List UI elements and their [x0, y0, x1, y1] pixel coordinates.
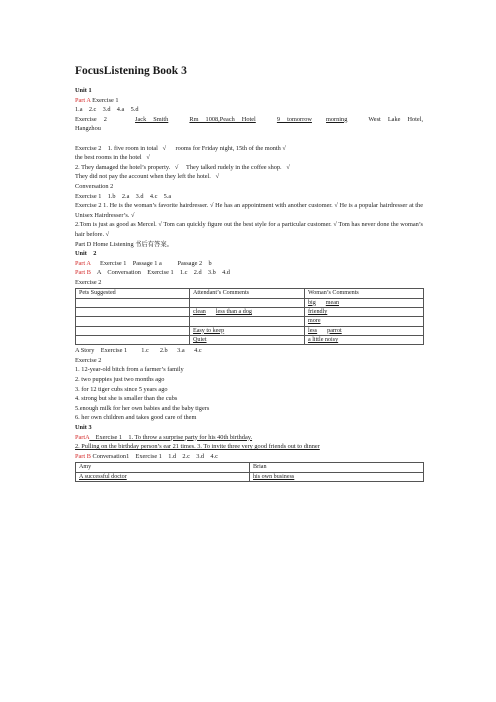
table-cell [305, 308, 424, 317]
table-header-cell: Pets Suggested [76, 289, 190, 298]
unit2-parta-label: Part A [75, 259, 91, 267]
table-header-cell: Attendant’s Comments [190, 289, 305, 298]
cell-text: Easy to keep [193, 327, 225, 334]
cell-text: a little noisy [308, 336, 339, 343]
pets-table [75, 288, 424, 345]
unit3-parta-line2: 2. Pulling on the birthday person’s ear 21 times. 3. To invite three very good friends out to dinner [75, 443, 320, 451]
table-row [76, 326, 424, 335]
unit1-conv2-ex2-b: 2.Tom is just as good as Mercel. √ Tom can quickly figure out the best style for a particular customer. √ Tom has never done the woman’s hair before. √ [75, 221, 423, 238]
cell-text: A successful doctor [79, 473, 127, 480]
list-item: 5.enough milk for her own babies and the baby tigers [75, 404, 210, 412]
table-cell [76, 472, 250, 481]
table-cell [305, 326, 424, 335]
unit2-parta-text: Exercise 1 Passage 1 a Passage 2 b [90, 259, 212, 267]
cell-text: his own business [253, 473, 295, 480]
unit1-partb-line [75, 134, 423, 144]
list-item: 3. for 12 tiger cubs since 5 years ago [75, 385, 168, 393]
table-header-row [76, 463, 424, 472]
table-header-cell: Woman’s Comments [305, 289, 424, 298]
unit3-partb-line [75, 452, 423, 462]
unit2-partb-line [75, 268, 423, 278]
unit1-conv2-ex2-a: Exercise 2 1. He is the woman’s favorite hairdresser. √ He has an appointment with another customer. √ He is a popular hairdresser at the Unisex Hairdresser’s. √ [75, 202, 423, 219]
unit1-conv2-heading: Conversation 2 [75, 182, 114, 190]
unit1-parta-label: Part A [75, 96, 91, 104]
table-cell [190, 317, 305, 326]
unit3-partb-text: Conversation1 Exercise 1 1.d 2.c 3.d 4.c [90, 452, 218, 460]
table-header-row [76, 289, 424, 298]
unit1-ex2-line [75, 115, 423, 125]
list-item: 6. her own children and takes good care of them [75, 414, 197, 422]
cell-text: friendly [308, 309, 328, 316]
table-cell [76, 326, 190, 335]
table-header-cell: Brian [250, 463, 424, 472]
unit1-parta-line [75, 96, 423, 106]
table-row [76, 472, 424, 481]
unit1-ex2-tail2: Hangzhou [75, 125, 101, 133]
list-item: 2. two puppies just two months ago [75, 376, 165, 384]
unit1-ex2b-line1: Exercise 2 1. five room in total √ rooms for Friday night, 15th of the month √ [75, 144, 286, 152]
unit1-parta-ex1: Exercise 1 [92, 96, 119, 104]
unit1-ex2-tail: West Lake Hotel, [368, 115, 423, 123]
cell-text: mean [325, 299, 339, 306]
table-cell [250, 472, 424, 481]
list-item: 1. 12-year-old bitch from a farmer’s family [75, 366, 184, 374]
table-row [76, 308, 424, 317]
unit2-partb-label: Part B [75, 269, 91, 277]
unit1-ex2-item: morning [326, 115, 348, 123]
unit1-ex2b-line4: They did not pay the account when they left the hotel. √ [75, 173, 220, 181]
cell-text: parrot [327, 327, 342, 334]
amy-brian-table [75, 462, 424, 482]
table-cell [190, 326, 305, 335]
cell-text: less than a dog [215, 309, 252, 316]
unit1-ex2-item: Rm 1008,Peach Hotel [189, 115, 256, 123]
table-cell [76, 335, 190, 344]
table-row [76, 335, 424, 344]
table-cell [190, 335, 305, 344]
unit2-story-ex2: Exercise 2 [75, 356, 102, 364]
cell-text: Quiet [193, 336, 207, 343]
unit2-heading: Unit 2 [75, 250, 97, 258]
unit1-ex2b-line2: the best rooms in the hotel √ [75, 154, 150, 162]
table-cell [76, 298, 190, 307]
unit3-partb-label: Part B [75, 452, 91, 460]
table-cell [305, 335, 424, 344]
table-cell [190, 298, 305, 307]
unit1-ex2-item: 9 tomorrow [276, 115, 312, 123]
table-cell [305, 298, 424, 307]
unit1-partd: Part D Home Listening 书后有答案。 [75, 240, 173, 248]
table-cell [76, 317, 190, 326]
table-cell [76, 308, 190, 317]
cell-text: clean [193, 309, 206, 316]
unit3-heading: Unit 3 [75, 424, 92, 431]
unit3-parta-label: PartA [75, 433, 90, 441]
document-title: FocusListening Book 3 [75, 65, 187, 77]
unit1-parta-answers: 1.a 2.c 3.d 4.a 5.d [75, 106, 139, 114]
table-row [76, 317, 424, 326]
unit2-partb-text: A Conversation Exercise 1 1.c 2.d 3.b 4.d [90, 269, 230, 277]
unit1-ex2-label: Exercise 2 [75, 115, 107, 123]
table-cell [190, 308, 305, 317]
unit2-story-line: A Story Exercise 1 1.c 2.b 3.a 4.c [75, 347, 202, 355]
unit2-ex2-label: Exercise 2 [75, 278, 102, 286]
unit1-ex2b-line3: 2. They damaged the hotel’s property. √ They talked rudely in the coffee shop. √ [75, 163, 290, 171]
cell-text: less [308, 327, 318, 334]
cell-text: big [308, 299, 316, 306]
cell-text: more [308, 318, 321, 325]
table-row [76, 298, 424, 307]
unit2-parta-line [75, 259, 423, 269]
unit1-heading: Unit 1 [75, 87, 92, 94]
table-cell [305, 317, 424, 326]
unit1-ex2-item: Jack Smith [135, 115, 169, 123]
unit1-conv2-ex1: Exercise 1 1.b 2.a 3.d 4.c 5.a [75, 192, 172, 200]
list-item: 4. strong but she is smaller than the cubs [75, 395, 178, 403]
unit3-parta-text: Exercise 1 1. To throw a surprise party for his 40th birthday. [89, 433, 253, 441]
table-header-cell: Amy [76, 463, 250, 472]
document-page [75, 64, 423, 483]
unit3-parta-line [75, 433, 423, 443]
